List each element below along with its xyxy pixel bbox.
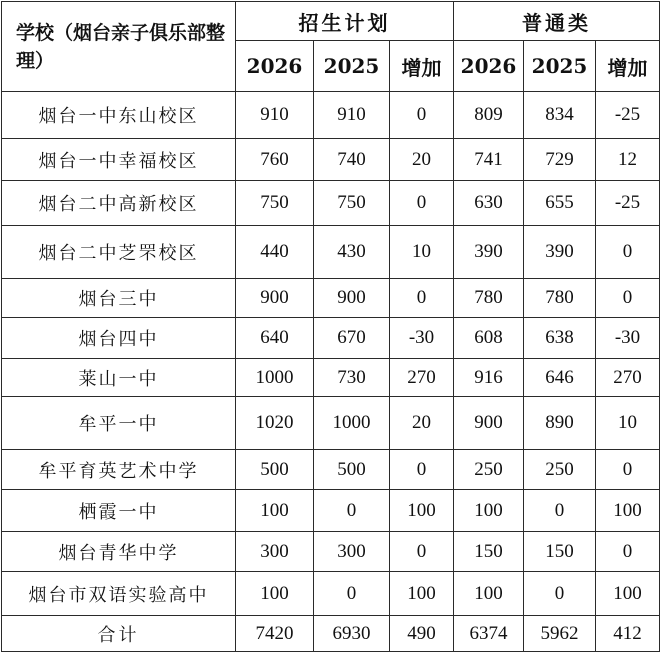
- plan-2025: 910: [314, 92, 390, 139]
- general-increase: 10: [596, 397, 660, 450]
- plan-2025: 670: [314, 318, 390, 359]
- table-row: [2, 181, 660, 226]
- plan-2026: 1020: [236, 397, 314, 450]
- school-name: 烟台四中: [2, 318, 236, 359]
- school-name: 牟平一中: [2, 397, 236, 450]
- total-plan-2026: 7420: [236, 616, 314, 652]
- school-name: 烟台青华中学: [2, 532, 236, 572]
- table-row: [2, 226, 660, 279]
- general-2025: 655: [524, 181, 596, 226]
- general-2026: 100: [454, 572, 524, 616]
- general-2026: 809: [454, 92, 524, 139]
- general-2025: 390: [524, 226, 596, 279]
- school-name: 牟平育英艺术中学: [2, 450, 236, 490]
- header-general-increase: 增加: [596, 41, 660, 92]
- total-label: 合计: [2, 616, 236, 652]
- plan-2025: 300: [314, 532, 390, 572]
- total-general-increase: 412: [596, 616, 660, 652]
- school-name: 莱山一中: [2, 359, 236, 397]
- plan-increase: 100: [390, 490, 454, 532]
- general-2025: 250: [524, 450, 596, 490]
- general-2026: 150: [454, 532, 524, 572]
- plan-increase: 20: [390, 139, 454, 181]
- plan-2025: 500: [314, 450, 390, 490]
- plan-2026: 760: [236, 139, 314, 181]
- total-general-2025: 5962: [524, 616, 596, 652]
- plan-2025: 740: [314, 139, 390, 181]
- general-2025: 150: [524, 532, 596, 572]
- school-name: 栖霞一中: [2, 490, 236, 532]
- general-2025: 0: [524, 572, 596, 616]
- school-name: 烟台一中东山校区: [2, 92, 236, 139]
- school-name: 烟台二中芝罘校区: [2, 226, 236, 279]
- plan-increase: 0: [390, 92, 454, 139]
- header-general-2026: 2026: [454, 41, 524, 92]
- plan-2025: 730: [314, 359, 390, 397]
- table-row: [2, 92, 660, 139]
- table-row: [2, 490, 660, 532]
- plan-increase: 0: [390, 450, 454, 490]
- plan-increase: 10: [390, 226, 454, 279]
- plan-2025: 750: [314, 181, 390, 226]
- total-plan-2025: 6930: [314, 616, 390, 652]
- header-general-2025: 2025: [524, 41, 596, 92]
- plan-increase: 0: [390, 279, 454, 318]
- general-2025: 890: [524, 397, 596, 450]
- table-row: [2, 397, 660, 450]
- general-increase: 0: [596, 532, 660, 572]
- general-increase: 0: [596, 226, 660, 279]
- header-school: 学校（烟台亲子俱乐部整理）: [2, 2, 236, 92]
- table-row: [2, 318, 660, 359]
- general-2026: 100: [454, 490, 524, 532]
- plan-2026: 900: [236, 279, 314, 318]
- header-plan-increase: 增加: [390, 41, 454, 92]
- general-2025: 780: [524, 279, 596, 318]
- general-2026: 250: [454, 450, 524, 490]
- general-2026: 900: [454, 397, 524, 450]
- general-2026: 630: [454, 181, 524, 226]
- general-increase: 12: [596, 139, 660, 181]
- general-increase: 100: [596, 490, 660, 532]
- general-increase: 0: [596, 450, 660, 490]
- general-increase: -25: [596, 92, 660, 139]
- plan-increase: -30: [390, 318, 454, 359]
- table-row: [2, 572, 660, 616]
- table-row: [2, 279, 660, 318]
- plan-increase: 0: [390, 532, 454, 572]
- table-row: [2, 359, 660, 397]
- plan-2026: 100: [236, 490, 314, 532]
- total-plan-increase: 490: [390, 616, 454, 652]
- plan-2026: 750: [236, 181, 314, 226]
- general-2026: 390: [454, 226, 524, 279]
- plan-2026: 1000: [236, 359, 314, 397]
- plan-2026: 500: [236, 450, 314, 490]
- enrollment-table: [1, 1, 660, 652]
- general-2026: 780: [454, 279, 524, 318]
- general-2026: 608: [454, 318, 524, 359]
- plan-2026: 300: [236, 532, 314, 572]
- plan-2025: 430: [314, 226, 390, 279]
- table-row: [2, 139, 660, 181]
- general-2026: 741: [454, 139, 524, 181]
- school-name: 烟台三中: [2, 279, 236, 318]
- total-row: [2, 616, 660, 652]
- plan-2025: 0: [314, 490, 390, 532]
- plan-2026: 640: [236, 318, 314, 359]
- header-enrollment-plan: 招生计划: [236, 2, 454, 41]
- header-general-category: 普通类: [454, 2, 660, 41]
- school-name: 烟台一中幸福校区: [2, 139, 236, 181]
- header-plan-2025: 2025: [314, 41, 390, 92]
- school-name: 烟台市双语实验高中: [2, 572, 236, 616]
- general-increase: -25: [596, 181, 660, 226]
- plan-increase: 20: [390, 397, 454, 450]
- total-general-2026: 6374: [454, 616, 524, 652]
- general-increase: 100: [596, 572, 660, 616]
- general-2026: 916: [454, 359, 524, 397]
- plan-2026: 910: [236, 92, 314, 139]
- general-2025: 646: [524, 359, 596, 397]
- plan-increase: 100: [390, 572, 454, 616]
- plan-2025: 900: [314, 279, 390, 318]
- plan-2025: 1000: [314, 397, 390, 450]
- plan-2026: 100: [236, 572, 314, 616]
- plan-increase: 0: [390, 181, 454, 226]
- plan-2025: 0: [314, 572, 390, 616]
- general-increase: 270: [596, 359, 660, 397]
- general-increase: -30: [596, 318, 660, 359]
- general-2025: 729: [524, 139, 596, 181]
- school-name: 烟台二中高新校区: [2, 181, 236, 226]
- table-row: [2, 532, 660, 572]
- plan-increase: 270: [390, 359, 454, 397]
- general-2025: 638: [524, 318, 596, 359]
- header-plan-2026: 2026: [236, 41, 314, 92]
- general-2025: 834: [524, 92, 596, 139]
- table-row: [2, 450, 660, 490]
- general-2025: 0: [524, 490, 596, 532]
- general-increase: 0: [596, 279, 660, 318]
- plan-2026: 440: [236, 226, 314, 279]
